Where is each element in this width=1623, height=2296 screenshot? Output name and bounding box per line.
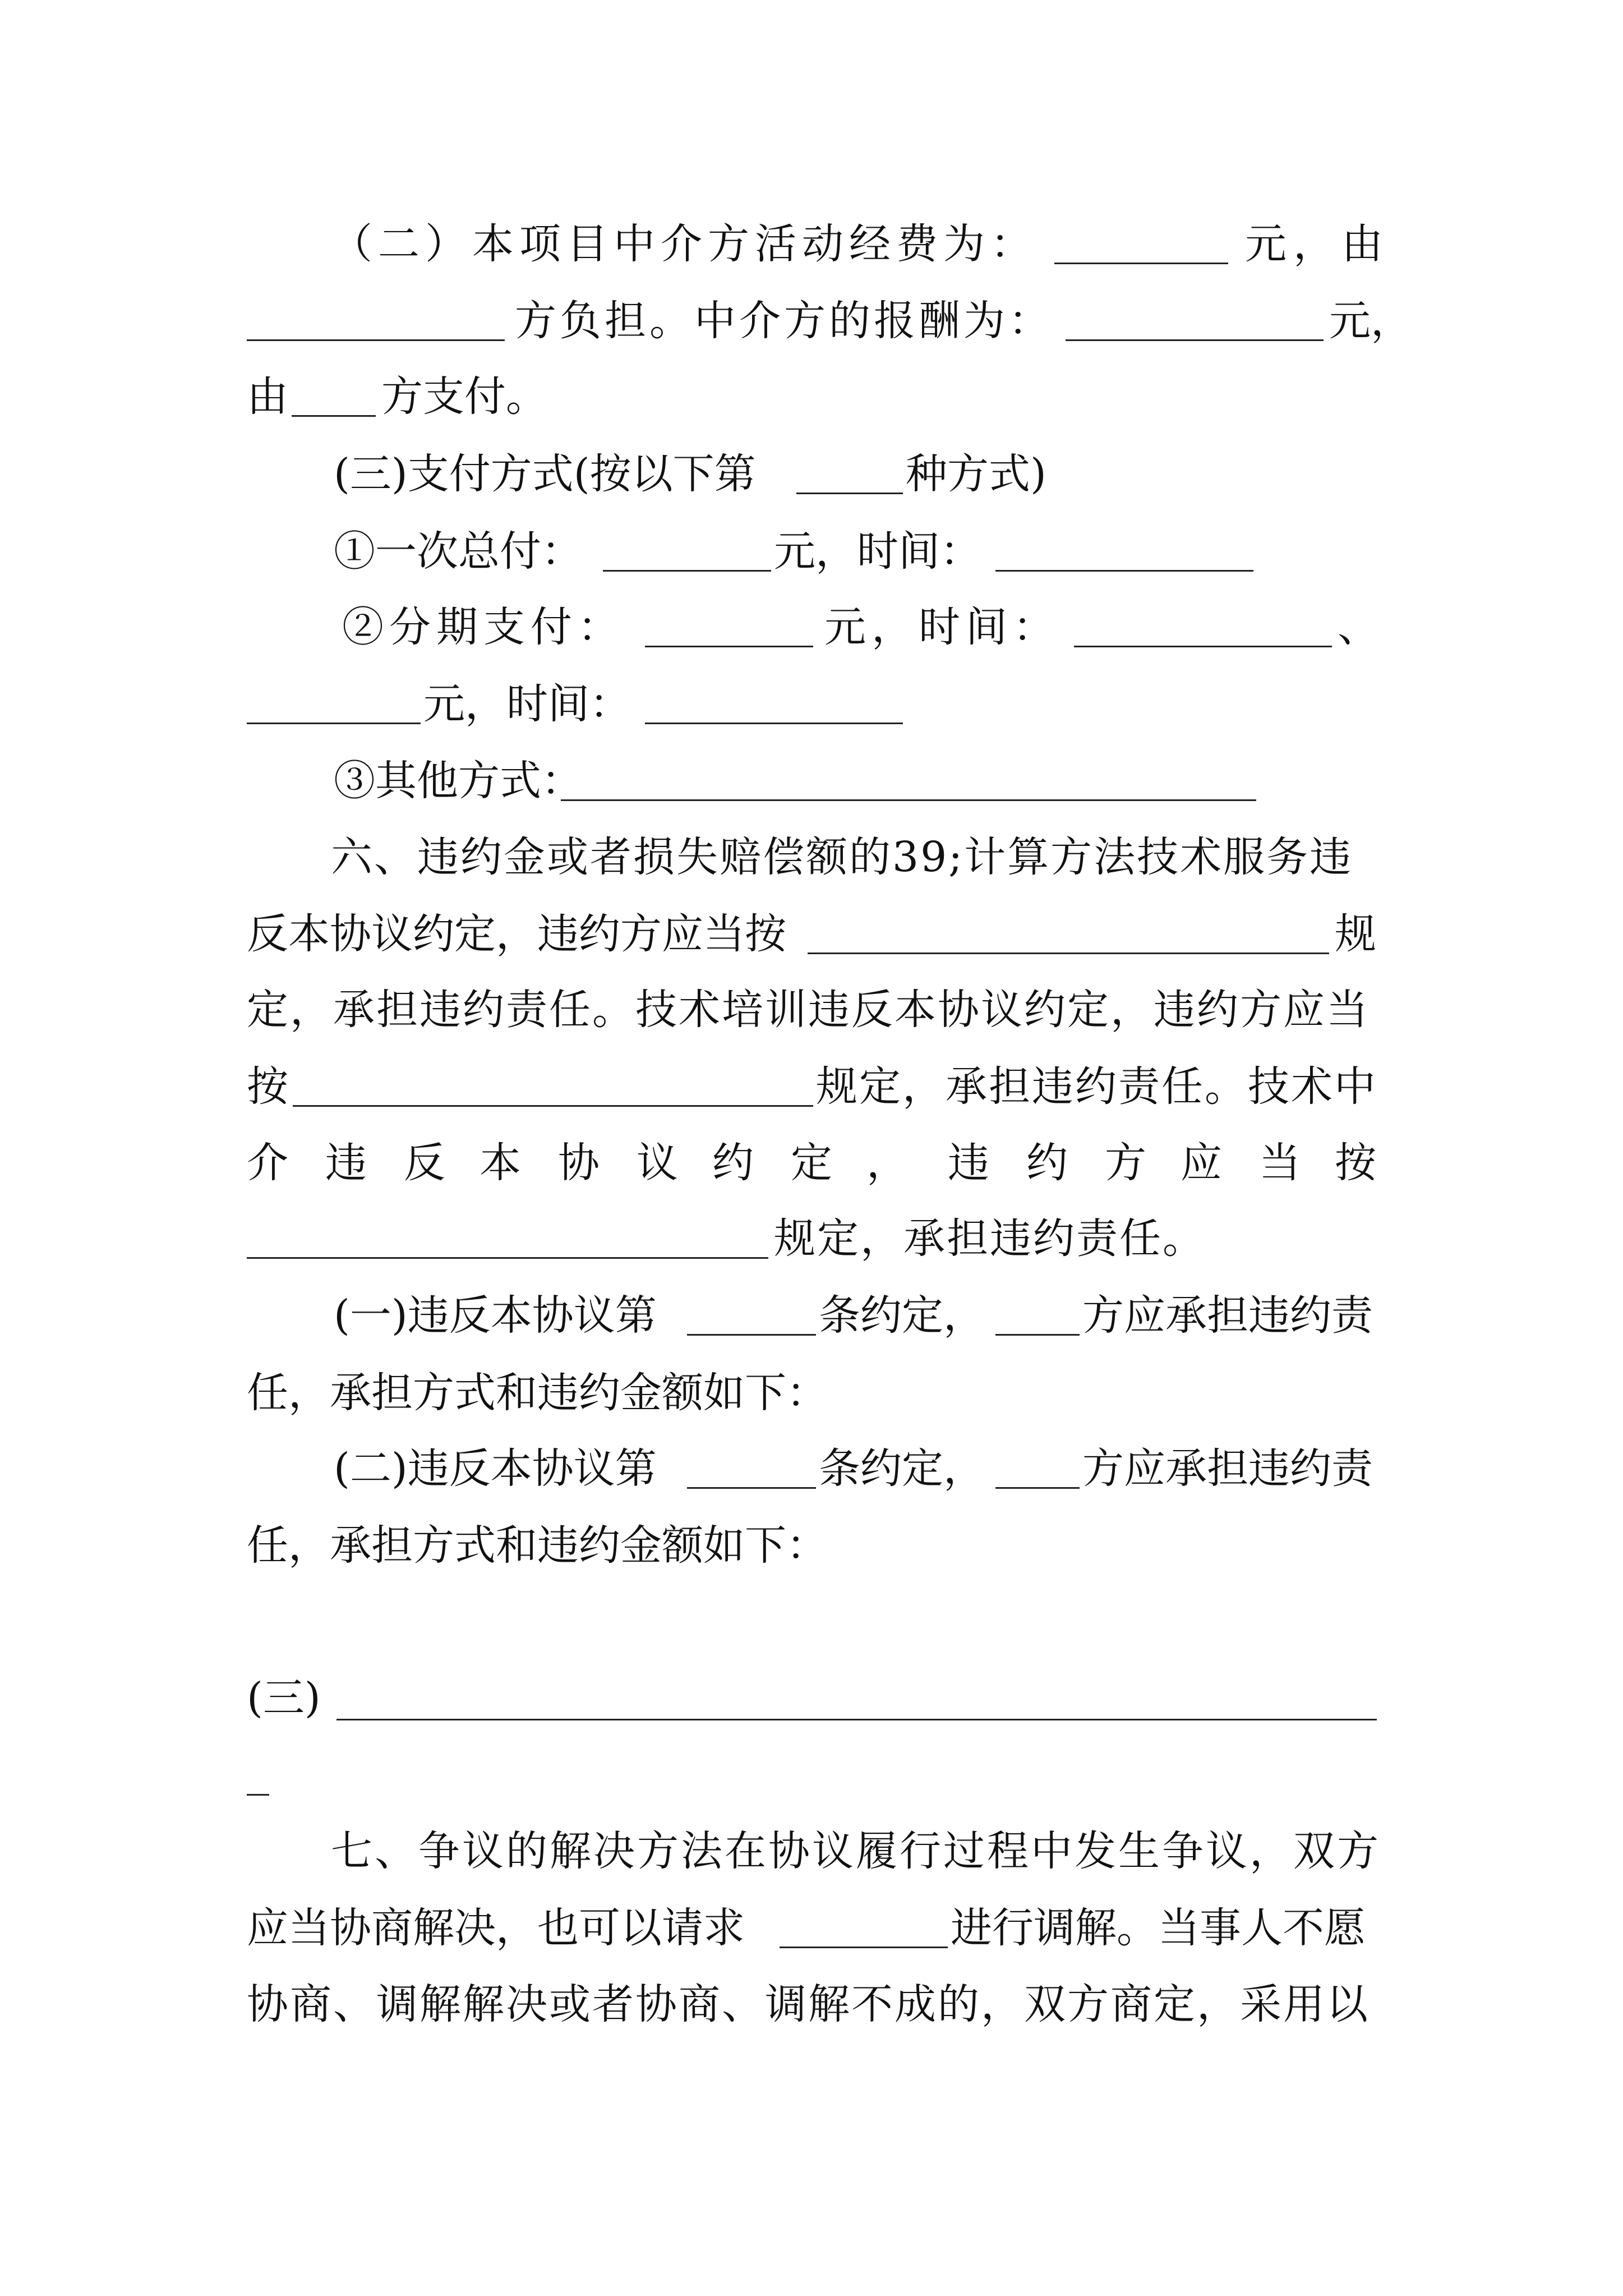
fill-in-blank[interactable] <box>808 953 1329 954</box>
text-segment: 规 <box>1335 910 1376 958</box>
text-line <box>0 1362 1623 1424</box>
text-segment: 反 <box>404 1139 445 1187</box>
fill-in-blank[interactable] <box>645 723 903 724</box>
text-line <box>0 979 1623 1041</box>
text-segment: 进行调解。当事人不愿 <box>951 1904 1366 1952</box>
text-line <box>0 903 1623 965</box>
text-line <box>0 443 1623 505</box>
text-line <box>0 673 1623 735</box>
text-segment: 按 <box>247 1062 288 1111</box>
text-segment: 协商、调解解决或者协商、调解不成的，双方商定，采用以 <box>247 1980 1370 2028</box>
text-segment: 约 <box>1026 1139 1068 1187</box>
text-line <box>0 1056 1623 1117</box>
text-segment: ①一次总付： <box>334 527 583 576</box>
fill-in-blank[interactable] <box>336 1719 1377 1720</box>
text-segment: 元，时间： <box>774 527 981 576</box>
fill-in-blank[interactable] <box>603 570 771 572</box>
fill-in-blank[interactable] <box>687 1487 816 1489</box>
text-segment: 违 <box>948 1139 989 1187</box>
text-segment: 定，承担违约责任。技术培训违反本协议约定，违约方应当 <box>247 986 1370 1034</box>
fill-in-blank[interactable] <box>780 1947 948 1948</box>
text-segment: ②分期支付： <box>342 603 625 651</box>
fill-in-blank[interactable] <box>796 493 903 494</box>
text-segment: 应 <box>1181 1139 1222 1187</box>
text-segment: （二）本项目中介方活动经费为： <box>331 220 1038 268</box>
fill-in-blank[interactable] <box>995 1487 1080 1489</box>
fill-in-blank[interactable] <box>292 415 376 417</box>
text-segment: 规定，承担违约责任。技术中 <box>816 1062 1377 1111</box>
fill-in-blank[interactable] <box>247 1794 269 1796</box>
text-line <box>0 826 1623 888</box>
text-segment: 本 <box>479 1139 521 1187</box>
fill-in-blank[interactable] <box>247 1257 768 1259</box>
text-segment: 方支付。 <box>381 372 547 421</box>
text-segment: 种方式) <box>906 450 1046 498</box>
text-segment: 反本协议约定，违约方应当按 <box>247 910 786 958</box>
text-segment: 方 <box>1105 1139 1146 1187</box>
fill-in-blank[interactable] <box>1066 339 1324 341</box>
text-segment: 定 <box>791 1139 832 1187</box>
text-segment: 、 <box>1338 603 1379 651</box>
text-line <box>0 1438 1623 1499</box>
text-segment: 当 <box>1259 1139 1301 1187</box>
text-line <box>0 1973 1623 2035</box>
text-line <box>0 1820 1623 1882</box>
fill-in-blank[interactable] <box>995 570 1253 572</box>
fill-in-blank[interactable] <box>1074 646 1332 647</box>
text-segment: (二)违反本协议第 <box>334 1444 657 1493</box>
text-segment: 七、争议的解决方法在协议履行过程中发生争议，双方 <box>331 1827 1381 1875</box>
text-segment: 条约定， <box>819 1444 985 1493</box>
text-segment: 违 <box>325 1139 367 1187</box>
text-line <box>0 521 1623 582</box>
fill-in-blank[interactable] <box>247 339 505 341</box>
text-segment: 元， <box>1329 297 1412 345</box>
text-line <box>0 1897 1623 1959</box>
text-segment: ③其他方式： <box>334 757 583 805</box>
text-line <box>0 750 1623 812</box>
text-segment: 议 <box>637 1139 678 1187</box>
text-segment: 方负担。中介方的报酬为： <box>515 297 1053 345</box>
fill-in-blank[interactable] <box>247 723 421 724</box>
text-line <box>0 1208 1623 1269</box>
text-segment: 任，承担方式和违约金额如下： <box>247 1521 828 1570</box>
fill-in-blank[interactable] <box>293 1105 813 1107</box>
text-segment: 元，时间： <box>824 603 1060 651</box>
text-segment: 条约定， <box>819 1291 985 1340</box>
text-segment: 由 <box>247 372 288 421</box>
text-segment: 应当协商解决，也可以请求 <box>247 1904 745 1952</box>
text-segment: ， <box>866 1139 908 1187</box>
text-segment: 规定，承担违约责任。 <box>774 1214 1206 1263</box>
text-segment: 约 <box>712 1139 754 1187</box>
text-line <box>0 366 1623 427</box>
text-segment: 元，时间： <box>423 680 631 728</box>
text-segment: 按 <box>1335 1139 1376 1187</box>
fill-in-blank[interactable] <box>995 1334 1080 1336</box>
text-segment: (三)支付方式(按以下第 <box>334 450 756 498</box>
text-line <box>0 1667 1623 1729</box>
text-segment: 介 <box>247 1139 288 1187</box>
text-segment: 方应承担违约责 <box>1082 1444 1373 1493</box>
fill-in-blank[interactable] <box>645 646 813 647</box>
fill-in-blank[interactable] <box>561 799 1256 801</box>
text-segment: 元，由 <box>1245 220 1390 268</box>
fill-in-blank[interactable] <box>687 1334 816 1336</box>
text-line <box>0 1515 1623 1576</box>
text-segment: 方应承担违约责 <box>1082 1291 1373 1340</box>
text-segment: 协 <box>558 1139 600 1187</box>
text-line <box>0 596 1623 658</box>
text-line <box>0 290 1623 352</box>
text-line <box>0 213 1623 275</box>
text-segment: (三) <box>247 1674 321 1722</box>
fill-in-blank[interactable] <box>1054 263 1228 264</box>
text-segment: 任，承担方式和违约金额如下： <box>247 1369 828 1417</box>
text-segment: (一)违反本协议第 <box>334 1291 657 1340</box>
text-line <box>0 1285 1623 1346</box>
text-line <box>0 1132 1623 1194</box>
text-segment: 六、违约金或者损失赔偿额的39;计算方法技术服务违 <box>331 833 1353 881</box>
